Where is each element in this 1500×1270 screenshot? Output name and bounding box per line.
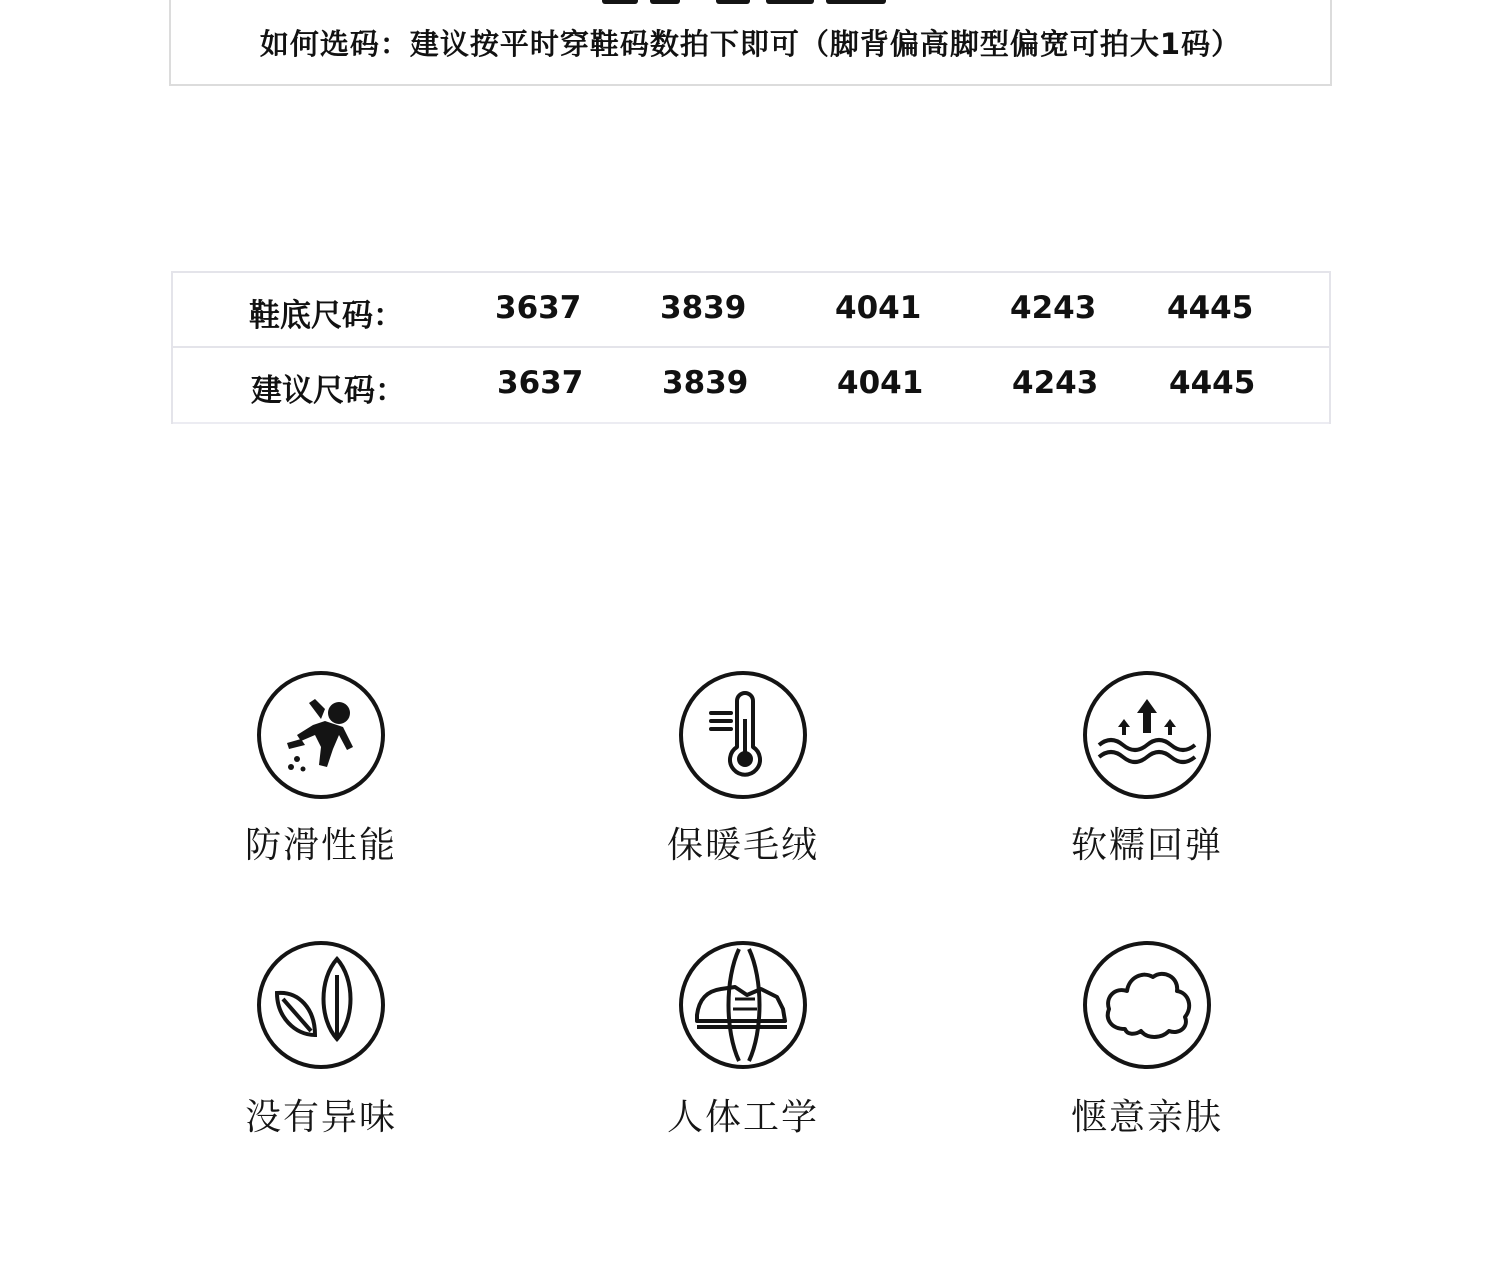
feature-label: 保暖毛绒	[666, 825, 819, 866]
size-cell: 4041	[835, 290, 922, 326]
feature-label: 惬意亲肤	[1070, 1097, 1223, 1138]
feature-soft-rebound	[1017, 669, 1277, 879]
feature-ergonomic	[613, 939, 873, 1149]
size-cell: 3839	[660, 290, 747, 326]
size-cell: 3839	[662, 365, 749, 401]
size-cell: 4243	[1010, 290, 1097, 326]
cloud-icon	[1081, 939, 1213, 1071]
leaf-icon	[255, 939, 387, 1071]
size-cell: 4041	[837, 365, 924, 401]
size-cell: 4445	[1169, 365, 1256, 401]
feature-label: 没有异味	[244, 1097, 397, 1138]
feature-label: 人体工学	[666, 1097, 819, 1138]
feature-warm-plush	[613, 669, 873, 879]
row-label: 建议尺码：	[251, 373, 406, 409]
size-cell: 3637	[497, 365, 584, 401]
feature-anti-slip	[191, 669, 451, 879]
rebound-icon	[1081, 669, 1213, 801]
ergonomic-shoe-icon	[677, 939, 809, 1071]
anti-slip-icon	[255, 669, 387, 801]
size-cell: 3637	[495, 290, 582, 326]
size-tip-box	[169, 0, 1332, 86]
row-label: 鞋底尺码：	[249, 298, 404, 334]
size-cell: 4445	[1167, 290, 1254, 326]
thermometer-icon	[677, 669, 809, 801]
size-tip-text: 如何选码：建议按平时穿鞋码数拍下即可（脚背偏高脚型偏宽可拍大1码）	[259, 27, 1242, 61]
cropped-heading-fragment	[540, 0, 960, 4]
size-row-sole	[173, 273, 1329, 348]
feature-no-odor	[191, 939, 451, 1149]
size-table	[171, 271, 1331, 424]
feature-label: 防滑性能	[244, 825, 397, 866]
feature-label: 软糯回弹	[1070, 825, 1223, 866]
feature-skin-friendly	[1017, 939, 1277, 1149]
size-row-recommended	[173, 348, 1329, 424]
size-cell: 4243	[1012, 365, 1099, 401]
